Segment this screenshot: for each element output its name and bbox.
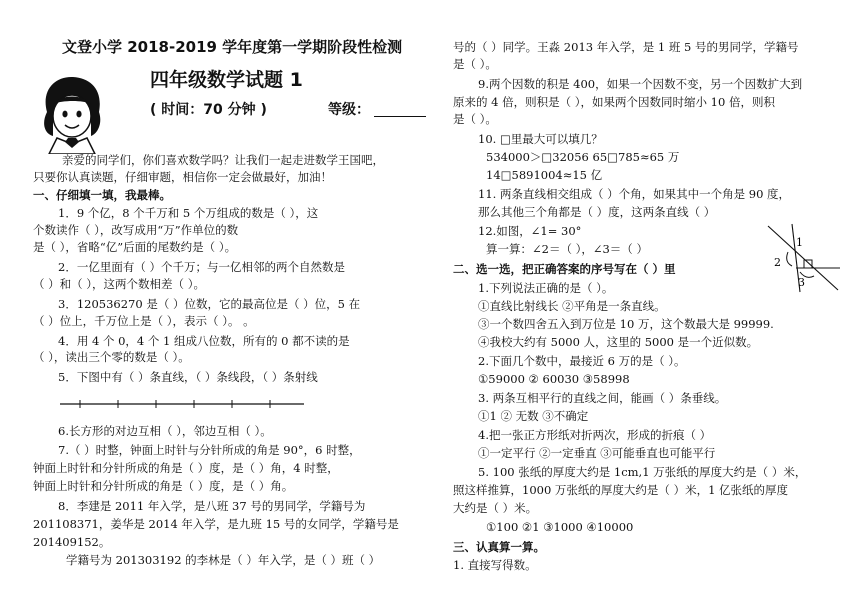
question-line: 那么其他三个角都是（ ）度，这两条直线（ ） [478,205,716,219]
question-line: 是（ ）。 [453,112,497,126]
time-limit: ( 时间：70 分钟 ) [150,102,267,118]
section-1-heading: 一、仔细填一填，我最棒。 [33,188,171,202]
question-line: 11. 两条直线相交组成（ ）个角，如果其中一个角是 90 度， [478,187,791,201]
option-line: ①直线比射线长 ②平角是一条直线。 [478,299,666,313]
question-line: （ ），读出三个零的数是（ ）。 [33,350,190,364]
question-line: 3. 两条互相平行的直线之间，能画（ ）条垂线。 [478,391,727,405]
option-line: ①100 ②1 ③1000 ④10000 [486,520,634,534]
question-line: 学籍号为 201303192 的李林是（ ）年入学，是（ ）班（ ） [66,553,381,567]
question-line: 钟面上时针和分针所成的角是（ ）度，是（ ）角。 [33,479,294,493]
intro-line-2: 只要你认真读题，仔细审题，相信你一定会做最好，加油！ [33,170,332,184]
question-line: 钟面上时针和分针所成的角是（ ）度，是（ ）角，4 时整， [33,461,339,475]
option-line: ③一个数四舍五入到万位是 10 万，这个数最大是 99999. [478,317,774,331]
angle-1-label: 1 [796,236,803,249]
question-line: 1．9 个亿，8 个千万和 5 个万组成的数是（ ），这 [58,206,319,220]
question-line: 3．120536270 是（ ）位数，它的最高位是（ ）位，5 在 [58,297,361,311]
question-line: （ ）和（ ），这两个数相差（ ）。 [33,277,205,291]
question-line: 14□5891004≈15 亿 [486,168,603,182]
question-line: 号的（ ）同学。王淼 2013 年入学，是 1 班 5 号的男同学，学籍号 [453,40,799,54]
question-line: 原来的 4 倍，则积是（ ），如果两个因数同时缩小 10 倍，则积 [453,95,775,109]
question-line: 12.如图，∠1= 30° [478,224,582,238]
question-line: 534000＞□32056 65□785≈65 万 [486,150,680,164]
question-line: 1. 直接写得数。 [453,558,537,572]
question-line: 9.两个因数的积是 400，如果一个因数不变，另一个因数扩大到 [478,77,803,91]
question-line: 201409152。 [33,535,111,549]
question-line: 2.下面几个数中，最接近 6 万的是（ ）。 [478,354,686,368]
option-line: ①一定平行 ②一定垂直 ③可能垂直也可能平行 [478,446,716,460]
intersecting-lines-figure [760,222,842,294]
line-segment-figure [58,396,308,412]
question-line: 4．用 4 个 0，4 个 1 组成八位数，所有的 0 都不读的是 [58,334,350,348]
cartoon-girl-icon [33,72,111,154]
grade-blank[interactable] [374,104,426,117]
question-line: 201108371，姜华是 2014 年入学，是九班 15 号的女同学，学籍号是 [33,517,399,531]
angle-2-label: 2 [774,256,781,269]
intro-line-1: 亲爱的同学们，你们喜欢数学吗？让我们一起走进数学王国吧， [62,153,384,167]
question-line: 算一算：∠2＝（ ），∠3＝（ ） [486,242,648,256]
option-line: ①59000 ② 60030 ③58998 [478,372,630,386]
question-line: 10. □里最大可以填几？ [478,132,603,146]
exam-title: 文登小学 2018-2019 学年度第一学期阶段性检测 [62,38,403,56]
section-2-heading: 二、选一选，把正确答案的序号写在（ ）里 [453,262,676,276]
question-line: 照这样推算，1000 万张纸的厚度大约是（ ）米，1 亿张纸的厚度 [453,483,789,497]
question-line: 5. 100 张纸的厚度大约是 1cm,1 万张纸的厚度大约是（ ）米， [478,465,807,479]
option-line: ④我校大约有 5000 人，这里的 5000 是一个近似数。 [478,335,759,349]
question-line: （ ）位上，千万位上是（ ），表示（ ）。 。 [33,314,255,328]
question-line: 1.下列说法正确的是（ ）。 [478,281,614,295]
grade-field [328,103,426,117]
grade-test-title: 四年级数学试题 1 [150,69,303,91]
question-line: 2．一亿里面有（ ）个千万；与一亿相邻的两个自然数是 [58,260,345,274]
section-3-heading: 三、认真算一算。 [453,540,545,554]
grade-label: 等级： [328,102,370,118]
question-line: 7.（ ）时整，钟面上时针与分针所成的角是 90°，6 时整， [58,443,361,457]
option-line: ①1 ② 无数 ③不确定 [478,409,589,423]
question-line: 个数读作（ ），改写成用“万”作单位的数 [33,223,239,237]
angle-3-label: 3 [798,276,805,289]
question-line: 是（ ），省略“亿”后面的尾数约是（ ）。 [33,240,237,254]
question-line: 5．下图中有（ ）条直线，（ ）条线段，（ ）条射线 [58,370,318,384]
question-line: 8．李建是 2011 年入学，是八班 37 号的男同学，学籍号为 [58,499,366,513]
question-line: 是（ ）。 [453,57,497,71]
question-line: 4.把一张正方形纸对折两次，形成的折痕（ ） [478,428,712,442]
question-line: 大约是（ ）米。 [453,501,538,515]
question-line: 6.长方形的对边互相（ ），邻边互相（ ）。 [58,424,272,438]
